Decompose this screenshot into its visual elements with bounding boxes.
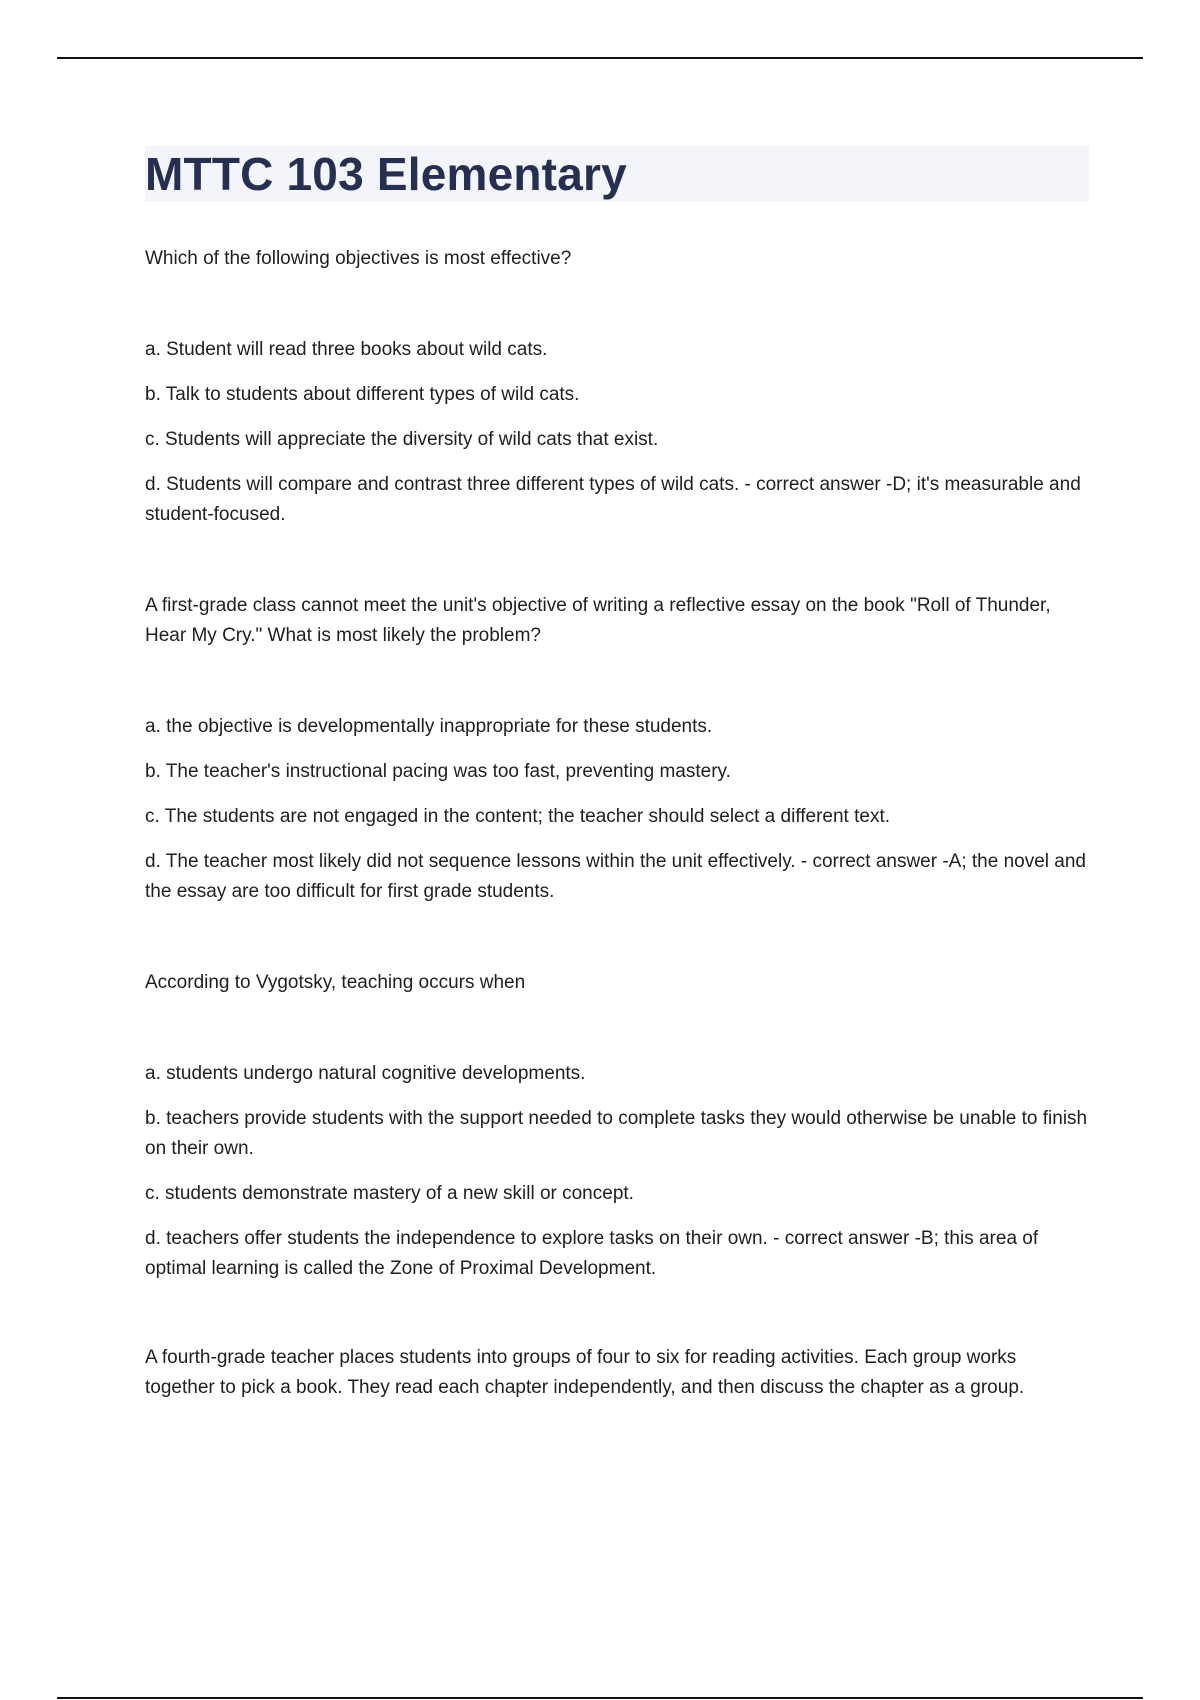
question-2 — [145, 591, 1089, 651]
question-1-prompt: Which of the following objectives is most effective? — [145, 248, 572, 269]
question-1-option-c — [145, 425, 1089, 455]
option-text: c. students demonstrate mastery of a new skill or concept. — [145, 1183, 634, 1204]
question-2-prompt: A first-grade class cannot meet the unit's objective of writing a reflective essay on the book "Roll of Thunder, Hear My Cry." What is most likely the problem? — [145, 595, 1051, 646]
question-1 — [145, 244, 1089, 274]
document-title: MTTC 103 Elementary — [145, 148, 627, 200]
question-3-prompt: According to Vygotsky, teaching occurs when — [145, 972, 526, 993]
question-3-option-a — [145, 1059, 1089, 1089]
question-3 — [145, 968, 1089, 998]
question-2-option-a — [145, 712, 1089, 742]
question-4 — [145, 1343, 1089, 1403]
option-text-with-answer: d. Students will compare and contrast three different types of wild cats. - correct answer -D; it's measurable and student-focused. — [145, 474, 1081, 525]
question-2-option-d — [145, 847, 1089, 907]
option-text: a. students undergo natural cognitive developments. — [145, 1063, 586, 1084]
question-2-option-b — [145, 757, 1089, 787]
option-text: b. teachers provide students with the support needed to complete tasks they would otherwise be unable to finish on their own. — [145, 1108, 1088, 1159]
top-rule — [57, 57, 1143, 59]
question-1-option-d — [145, 470, 1089, 530]
option-text: b. The teacher's instructional pacing was too fast, preventing mastery. — [145, 761, 731, 782]
option-text-with-answer: d. teachers offer students the independence to explore tasks on their own. - correct answer -B; this area of optimal learning is called the Zone of Proximal Development. — [145, 1228, 1039, 1279]
question-1-option-b — [145, 380, 1089, 410]
question-3-option-d — [145, 1224, 1089, 1284]
title-band — [145, 146, 1089, 202]
document-page — [145, 146, 1089, 1398]
bottom-rule — [57, 1697, 1143, 1699]
option-text: c. The students are not engaged in the content; the teacher should select a different text. — [145, 806, 891, 827]
question-3-option-b — [145, 1104, 1089, 1164]
question-3-option-c — [145, 1179, 1089, 1209]
option-text-with-answer: d. The teacher most likely did not sequence lessons within the unit effectively. - correct answer -A; the novel and the essay are too difficult for first grade students. — [145, 851, 1086, 902]
option-text: a. Student will read three books about wild cats. — [145, 339, 548, 360]
option-text: c. Students will appreciate the diversity of wild cats that exist. — [145, 429, 659, 450]
question-2-option-c — [145, 802, 1089, 832]
option-text: a. the objective is developmentally inappropriate for these students. — [145, 716, 713, 737]
question-1-option-a — [145, 335, 1089, 365]
option-text: b. Talk to students about different types of wild cats. — [145, 384, 580, 405]
question-4-prompt: A fourth-grade teacher places students into groups of four to six for reading activities. Each group works together to pick a book. They read each chapter independently, and then discuss the chapter as a group. — [145, 1347, 1025, 1398]
